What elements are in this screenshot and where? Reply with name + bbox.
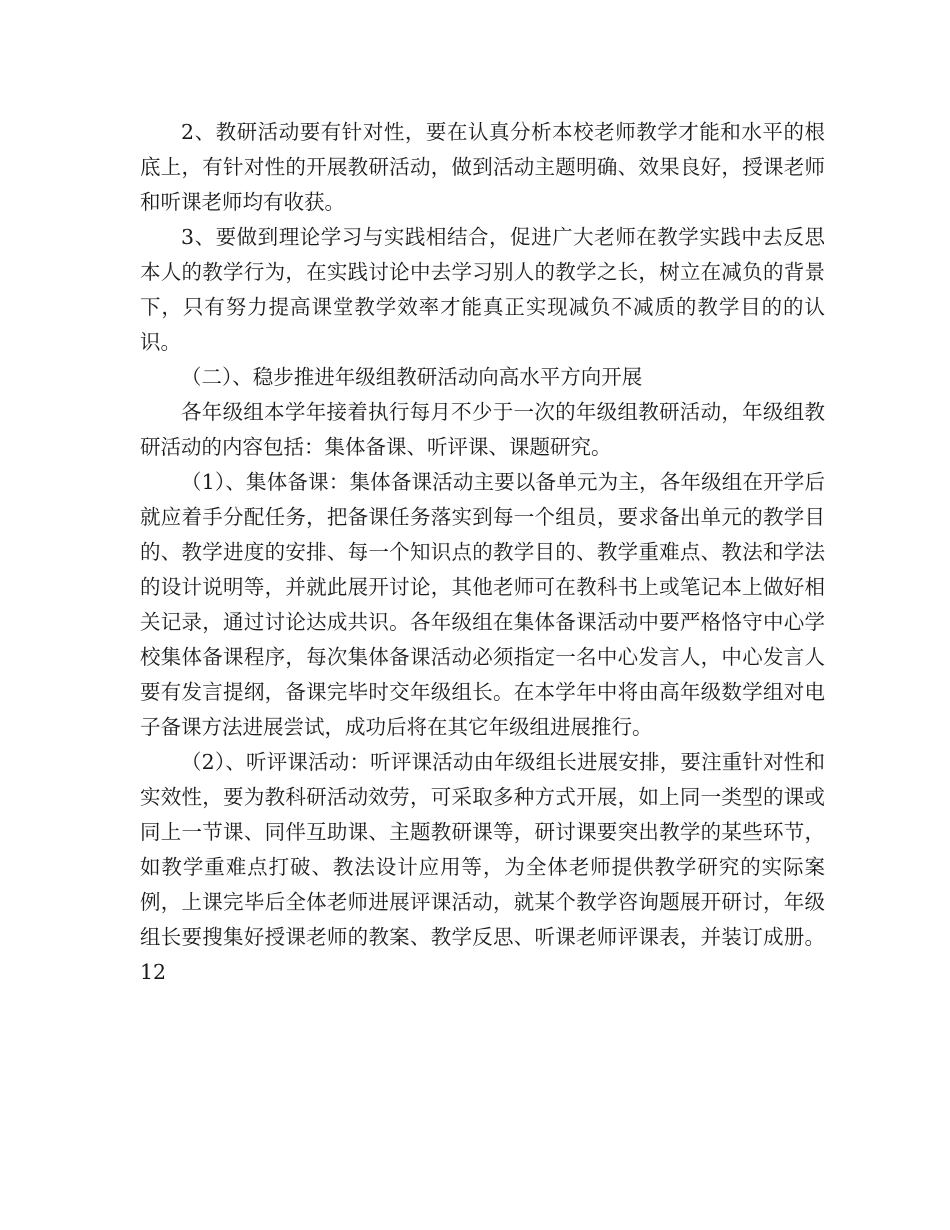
paragraph-item-3: 3、要做到理论学习与实践相结合，促进广大老师在教学实践中去反思本人的教学行为，在实践讨论中去学习别人的教学之长，树立在减负的背景下，只有努力提高课堂教学效率才能真正实现减负不减质的教学目的的认识。 xyxy=(140,225,825,354)
document-body xyxy=(140,115,825,990)
paragraph-item-2: 2、教研活动要有针对性，要在认真分析本校老师教学才能和水平的根底上，有针对性的开展教研活动，做到活动主题明确、效果良好，授课老师和听课老师均有收获。 xyxy=(140,120,825,214)
paragraph-lesson-observation: （2）、听评课活动：听评课活动由年级组长进展安排，要注重针对性和实效性，要为教科研活动效劳，可采取多种方式开展，如上同一类型的课或同上一节课、同伴互助课、主题教研课等，研讨课要突出教学的某些环节，如教学重难点打破、教法设计应用等，为全体老师提供教学研究的实际案例，上课完毕后全体老师进展评课活动，就某个教学咨询题展开研讨，年级组长要搜集好授课老师的教案、教学反思、听课老师评课表，并装订成册。12 xyxy=(140,750,825,984)
paragraph-collective-lesson-prep: （1）、集体备课：集体备课活动主要以备单元为主，各年级组在开学后就应着手分配任务，把备课任务落实到每一个组员，要求备出单元的教学目的、教学进度的安排、每一个知识点的教学目的、教学重难点、教法和学法的设计说明等，并就此展开讨论，其他老师可在教科书上或笔记本上做好相关记录，通过讨论达成共识。各年级组在集体备课活动中要严格恪守中心学校集体备课程序，每次集体备课活动必须指定一名中心发言人，中心发言人要有发言提纲，备课完毕时交年级组长。在本学年中将由高年级数学组对电子备课方法进展尝试，成功后将在其它年级组进展推行。 xyxy=(140,470,825,739)
paragraph-intro: 各年级组本学年接着执行每月不少于一次的年级组教研活动，年级组教研活动的内容包括：集体备课、听评课、课题研究。 xyxy=(140,400,825,459)
section-heading: （二）、稳步推进年级组教研活动向高水平方向开展 xyxy=(181,365,643,389)
